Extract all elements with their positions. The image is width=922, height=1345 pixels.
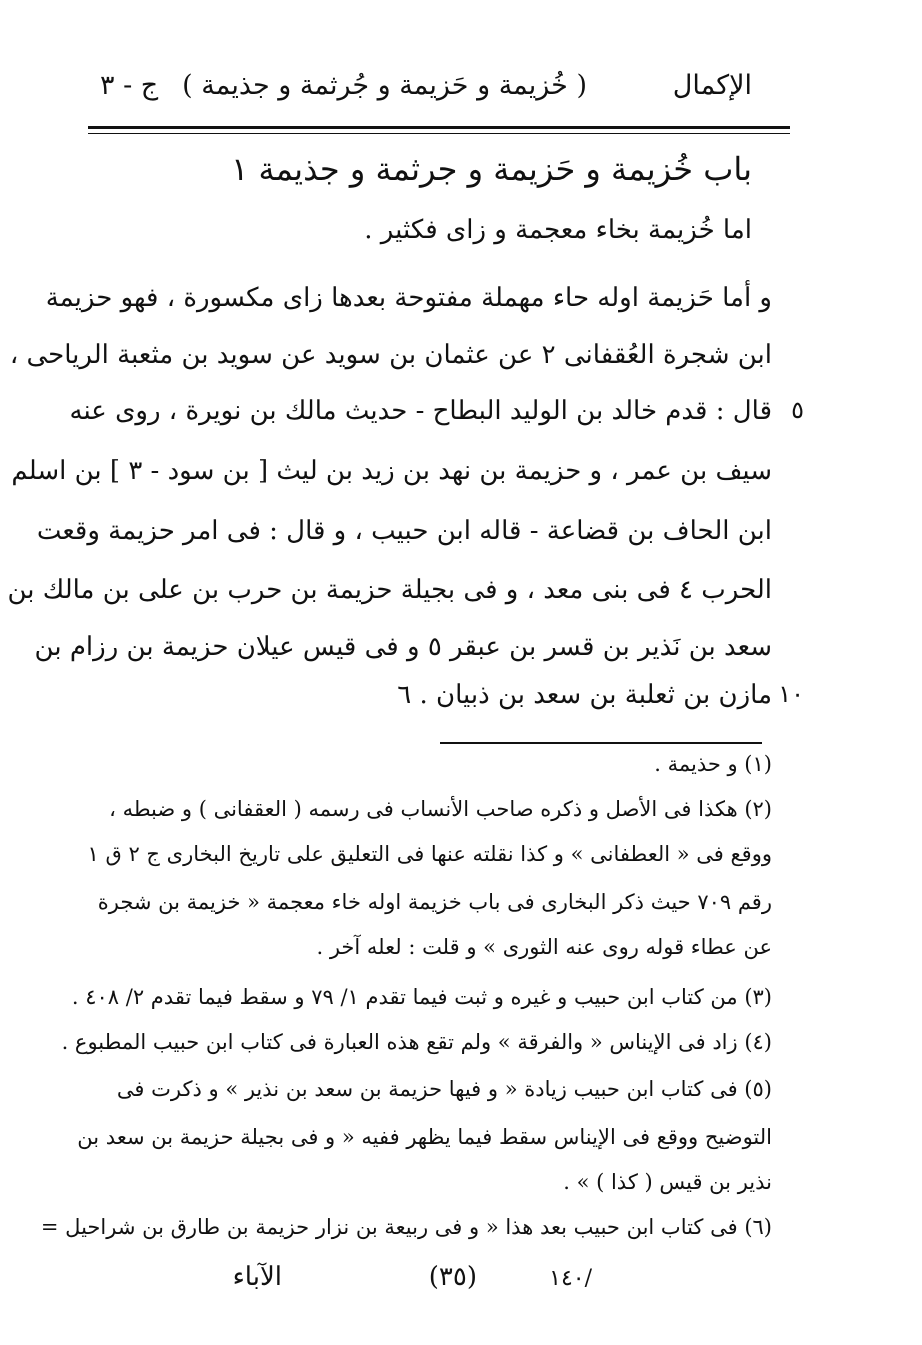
volume-marker: ج - ٣ [100,70,159,101]
body-line: سيف بن عمر ، و حزيمة بن نهد بن زيد بن ليث [ بن سود - ٣ ] بن اسلم [11,456,772,486]
footnote: (٢) هكذا فى الأصل و ذكره صاحب الأنساب فى رسمه ( العقفانى ) و ضبطه ، [109,797,772,821]
line-number: ٥ [791,396,804,424]
body-line: اما خُزيمة بخاء معجمة و زاى فكثير . [364,215,752,245]
sheet-number: (٣٥) [428,1262,477,1292]
running-title-subject: ( خُزيمة و حَزيمة و جُرثمة و جذيمة ) [182,70,587,101]
footnote-rule [440,742,762,744]
footnote: (٥) فى كتاب ابن حبيب زيادة « و فيها حزيمة بن سعد بن نذير » و ذكرت فى [116,1077,772,1101]
body-line: و أما حَزيمة اوله حاء مهملة مفتوحة بعدها زاى مكسورة ، فهو حزيمة [45,283,772,313]
page-number: /١٤٠ [549,1266,592,1291]
footnote: (٤) زاد فى الإيناس « والفرقة » ولم تقع هذه العبارة فى كتاب ابن حبيب المطبوع . [61,1030,772,1054]
footnote: (٦) فى كتاب ابن حبيب بعد هذا « و فى ربيعة بن نزار حزيمة بن طارق بن شراحيل = [40,1215,772,1239]
footnote: ووقع فى « العطفانى » و كذا نقلته عنها فى التعليق على تاريخ البخارى ج ٢ ق ١ [87,842,772,866]
body-line: سعد بن نَذير بن قسر بن عبقر ٥ و فى قيس عيلان حزيمة بن رزام بن [34,632,772,662]
signature-mark: الآباء [232,1262,282,1292]
footnote: رقم ٧٠٩ حيث ذكر البخارى فى باب خزيمة اوله خاء معجمة « خزيمة بن شجرة [97,890,772,914]
footnote: التوضيح ووقع فى الإيناس سقط فيما يظهر ففيه « و فى بجيلة حزيمة بن سعد بن [77,1125,772,1149]
body-line: الحرب ٤ فى بنى معد ، و فى بجيلة حزيمة بن حرب بن على بن مالك بن [7,575,772,605]
header-rule [88,126,790,129]
running-title-book: الإكمال [672,70,752,101]
footnote: نذير بن قيس ( كذا ) » . [563,1170,772,1194]
line-number: ١٠ [778,680,804,708]
footnote: (١) و حذيمة . [654,752,772,776]
body-line: ابن الحاف بن قضاعة - قاله ابن حبيب ، و قال : فى امر حزيمة وقعت [36,516,772,546]
footnote: (٣) من كتاب ابن حبيب و غيره و ثبت فيما تقدم ١/ ٧٩ و سقط فيما تقدم ٢/ ٤٠٨ . [71,985,772,1009]
body-line: قال : قدم خالد بن الوليد البطاح - حديث مالك بن نويرة ، روى عنه [69,396,772,426]
chapter-title: باب خُزيمة و حَزيمة و جرثمة و جذيمة ١ [231,150,752,188]
body-line: ابن شجرة العُقفانى ٢ عن عثمان بن سويد عن سويد بن مثعبة الرياحى ، [9,340,772,370]
footnote: عن عطاء قوله روى عنه الثورى » و قلت : لعله آخر . [316,935,772,959]
body-line: مازن بن ثعلبة بن سعد بن ذبيان . ٦ [397,680,772,710]
header-rule-thin [88,133,790,134]
